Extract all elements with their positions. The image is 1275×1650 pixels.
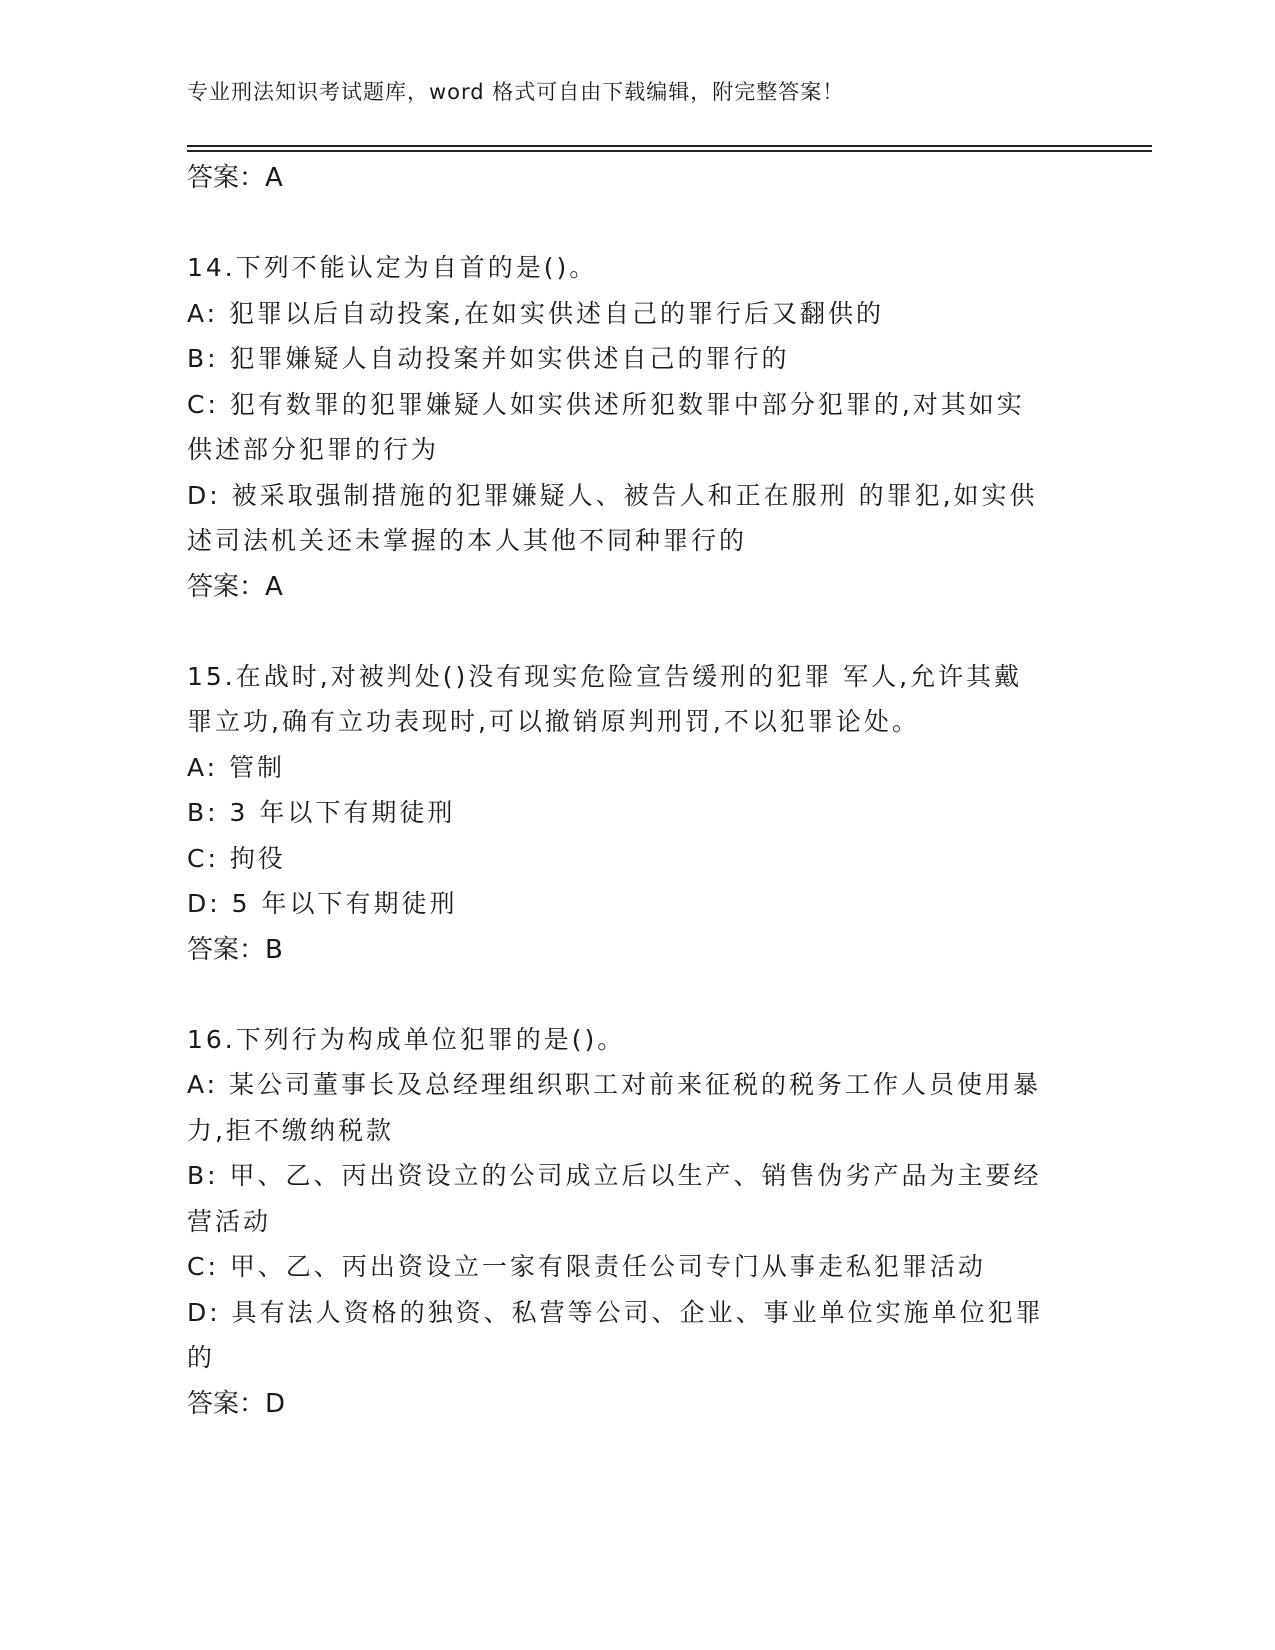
header-rule-top xyxy=(187,145,1152,147)
question-stem-continuation: 罪立功,确有立功表现时,可以撤销原判刑罚,不以犯罪论处。 xyxy=(187,707,920,736)
option-line: D: 具有法人资格的独资、私营等公司、企业、事业单位实施单位犯罪 xyxy=(187,1297,1044,1327)
option-line-continuation: 供述部分犯罪的行为 xyxy=(187,435,440,464)
option-line-continuation: 力,拒不缴纳税款 xyxy=(187,1115,394,1145)
option-line: A: 犯罪以后自动投案,在如实供述自己的罪行后又翻供的 xyxy=(187,298,884,328)
option-line-continuation: 述司法机关还未掌握的本人其他不同种罪行的 xyxy=(187,526,748,555)
option-line: D: 被采取强制措施的犯罪嫌疑人、被告人和正在服刑 的罪犯,如实供 xyxy=(187,480,1038,510)
option-line-continuation: 的 xyxy=(187,1343,216,1372)
option-line: D: 5 年以下有期徒刑 xyxy=(187,889,458,918)
option-line: B: 3 年以下有期徒刑 xyxy=(187,798,456,827)
option-line: C: 拘役 xyxy=(187,843,286,873)
question-stem: 15.在战时,对被判处()没有现实危险宣告缓刑的犯罪 军人,允许其戴 xyxy=(187,661,1023,691)
question-content xyxy=(187,155,1087,1427)
answer-line: 答案：A xyxy=(187,163,283,193)
option-line: A: 某公司董事长及总经理组织职工对前来征税的税务工作人员使用暴 xyxy=(187,1070,1042,1099)
spacer xyxy=(187,610,1087,654)
option-line: A: 管制 xyxy=(187,752,286,782)
option-line: B: 犯罪嫌疑人自动投案并如实供述自己的罪行的 xyxy=(187,344,790,373)
header-rule-bottom xyxy=(187,150,1152,152)
option-line: C: 犯有数罪的犯罪嫌疑人如实供述所犯数罪中部分犯罪的,对其如实 xyxy=(187,389,1025,419)
page-header-text: 专业刑法知识考试题库，word 格式可自由下载编辑，附完整答案！ xyxy=(187,80,845,104)
question-stem: 16.下列行为构成单位犯罪的是()。 xyxy=(187,1024,626,1054)
answer-line: 答案：D xyxy=(187,1388,286,1419)
option-line: B: 甲、乙、丙出资设立的公司成立后以生产、销售伪劣产品为主要经 xyxy=(187,1161,1042,1190)
answer-line: 答案：B xyxy=(187,934,283,965)
option-line: C: 甲、乙、丙出资设立一家有限责任公司专门从事走私犯罪活动 xyxy=(187,1252,986,1281)
question-stem: 14.下列不能认定为自首的是()。 xyxy=(187,253,598,282)
spacer xyxy=(187,201,1087,245)
option-line-continuation: 营活动 xyxy=(187,1206,272,1236)
answer-line: 答案：A xyxy=(187,571,283,602)
spacer xyxy=(187,973,1087,1017)
